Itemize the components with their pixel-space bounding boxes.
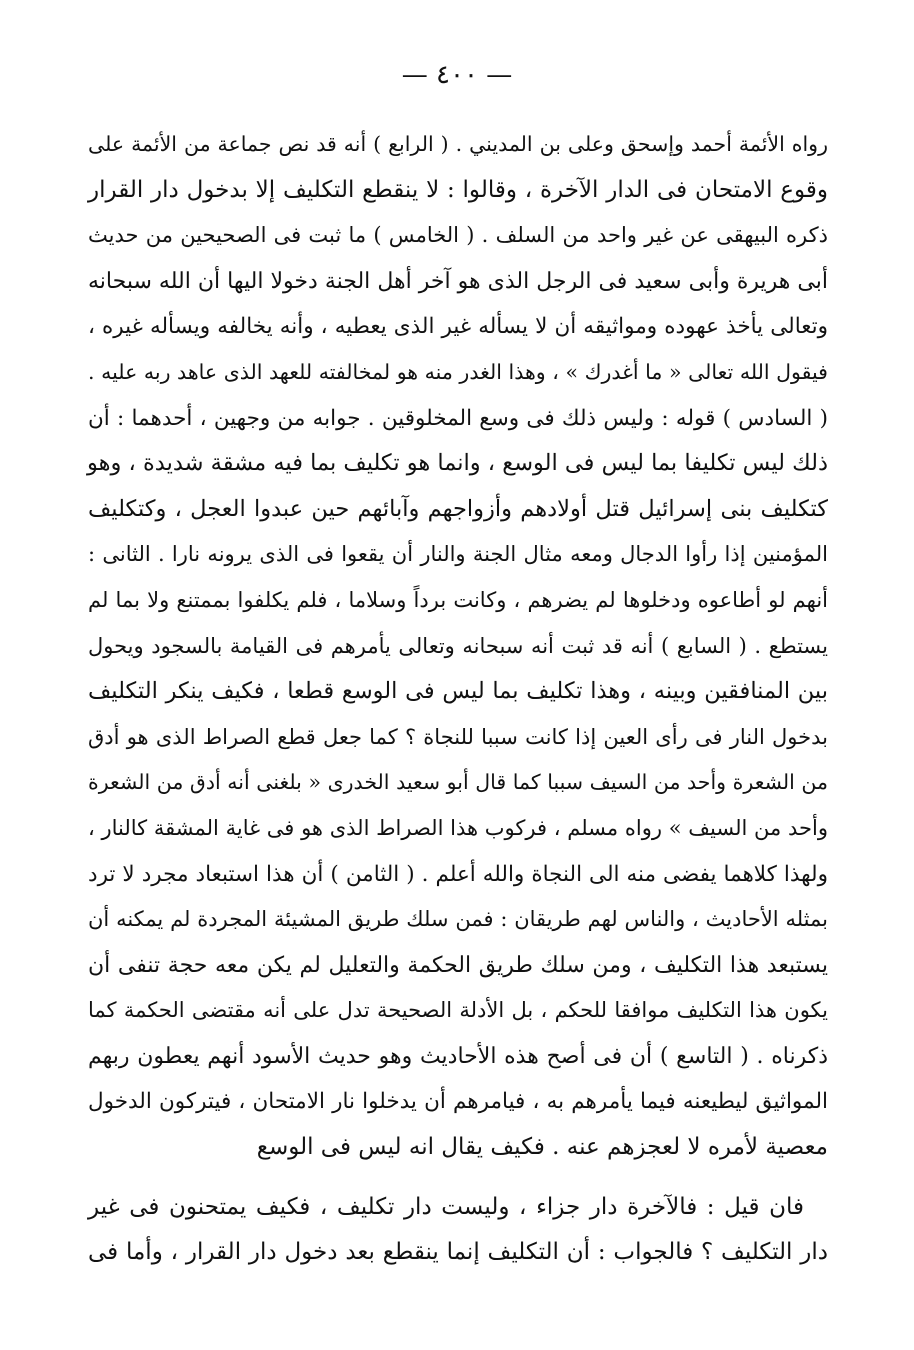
text-line: فيقول الله تعالى « ما أغدرك » ، وهذا الغدر منه هو لمخالفته للعهد الذى عاهد ربه عليه .: [88, 359, 828, 384]
text-line: ذلك ليس تكليفا بما ليس فى الوسع ، وانما هو تكليف بما فيه مشقة شديدة ، وهو: [87, 450, 828, 477]
text-line: يستبعد هذا التكليف ، ومن سلك طريق الحكمة والتعليل لم يكن معه حجة تنفى أن: [88, 952, 828, 978]
text-line: وأحد من السيف » رواه مسلم ، فركوب هذا الصراط الذى هو فى غاية المشقة كالنار ،: [88, 815, 828, 840]
text-line: وقوع الامتحان فى الدار الآخرة ، وقالوا : لا ينقطع التكليف إلا بدخول دار القرار: [88, 176, 828, 203]
text-line: دار التكليف ؟ فالجواب : أن التكليف إنما ينقطع بعد دخول دار القرار ، وأما فى: [88, 1239, 828, 1266]
text-line: المؤمنين إذا رأوا الدجال ومعه مثال الجنة والنار أن يقعوا فى الذى يرونه نارا . الثانى :: [88, 542, 828, 567]
text-line: رواه الأئمة أحمد وإسحق وعلى بن المديني . ( الرابع ) أنه قد نص جماعة من الأئمة على: [88, 132, 828, 156]
text-line: كتكليف بنى إسرائيل قتل أولادهم وأزواجهم وآبائهم حين عبدوا العجل ، وكتكليف: [88, 495, 828, 522]
text-line: ذكرناه . ( التاسع ) أن فى أصح هذه الأحاديث وهو حديث الأسود أنهم يعطون ربهم: [88, 1043, 828, 1069]
text-line: معصية لأمره لا لعجزهم عنه . فكيف يقال انه ليس فى الوسع: [256, 1134, 828, 1161]
text-line: بين المنافقين وبينه ، وهذا تكليف بما ليس فى الوسع قطعا ، فكيف ينكر التكليف: [88, 678, 828, 705]
paragraph: [88, 122, 828, 1171]
text-line: وتعالى يأخذ عهوده ومواثيقه أن لا يسأله غير الذى يعطيه ، وأنه يخالفه ويسأله غيره ،: [88, 314, 828, 340]
text-line: أنهم لو أطاعوه ودخلوها لم يضرهم ، وكانت برداً وسلاما ، فلم يكلفوا بممتنع ولا بما لم: [88, 587, 828, 612]
paragraph-gap: [88, 1171, 828, 1185]
text-line: ذكره البيهقى عن غير واحد من السلف . ( الخامس ) ما ثبت فى الصحيحين من حديث: [88, 223, 828, 248]
body-text: [88, 122, 828, 1276]
text-line: بدخول النار فى رأى العين إذا كانت سببا للنجاة ؟ كما جعل قطع الصراط الذى هو أدق: [88, 724, 828, 749]
text-line: يكون هذا التكليف موافقا للحكم ، بل الأدلة الصحيحة تدل على أنه مقتضى الحكمة كما: [88, 998, 828, 1023]
page-number: — ٤٠٠ —: [401, 60, 513, 90]
paragraph: [88, 1185, 828, 1276]
text-line: المواثيق ليطيعنه فيما يأمرهم به ، فيامرهم أن يدخلوا نار الامتحان ، فيتركون الدخول: [88, 1089, 828, 1115]
text-line: من الشعرة وأحد من السيف سببا كما قال أبو سعيد الخدرى « بلغنى أنه أدق من الشعرة: [88, 770, 828, 795]
text-line: بمثله الأحاديث ، والناس لهم طريقان : فمن سلك طريق المشيئة المجردة لم يمكنه أن: [88, 907, 828, 932]
text-line: يستطع . ( السابع ) أنه قد ثبت أنه سبحانه وتعالى يأمرهم فى القيامة بالسجود ويحول: [88, 633, 828, 658]
text-line: أبى هريرة وأبى سعيد فى الرجل الذى هو آخر أهل الجنة دخولا اليها أن الله سبحانه: [88, 268, 828, 294]
text-line: ( السادس ) قوله : وليس ذلك فى وسع المخلوقين . جوابه من وجهين ، أحدهما : أن: [88, 405, 828, 431]
text-line: ولهذا كلاهما يفضى منه الى النجاة والله أعلم . ( الثامن ) أن هذا استبعاد مجرد لا ترد: [88, 861, 828, 887]
text-line: فان قيل : فالآخرة دار جزاء ، وليست دار تكليف ، فكيف يمتحنون فى غير: [88, 1193, 804, 1220]
